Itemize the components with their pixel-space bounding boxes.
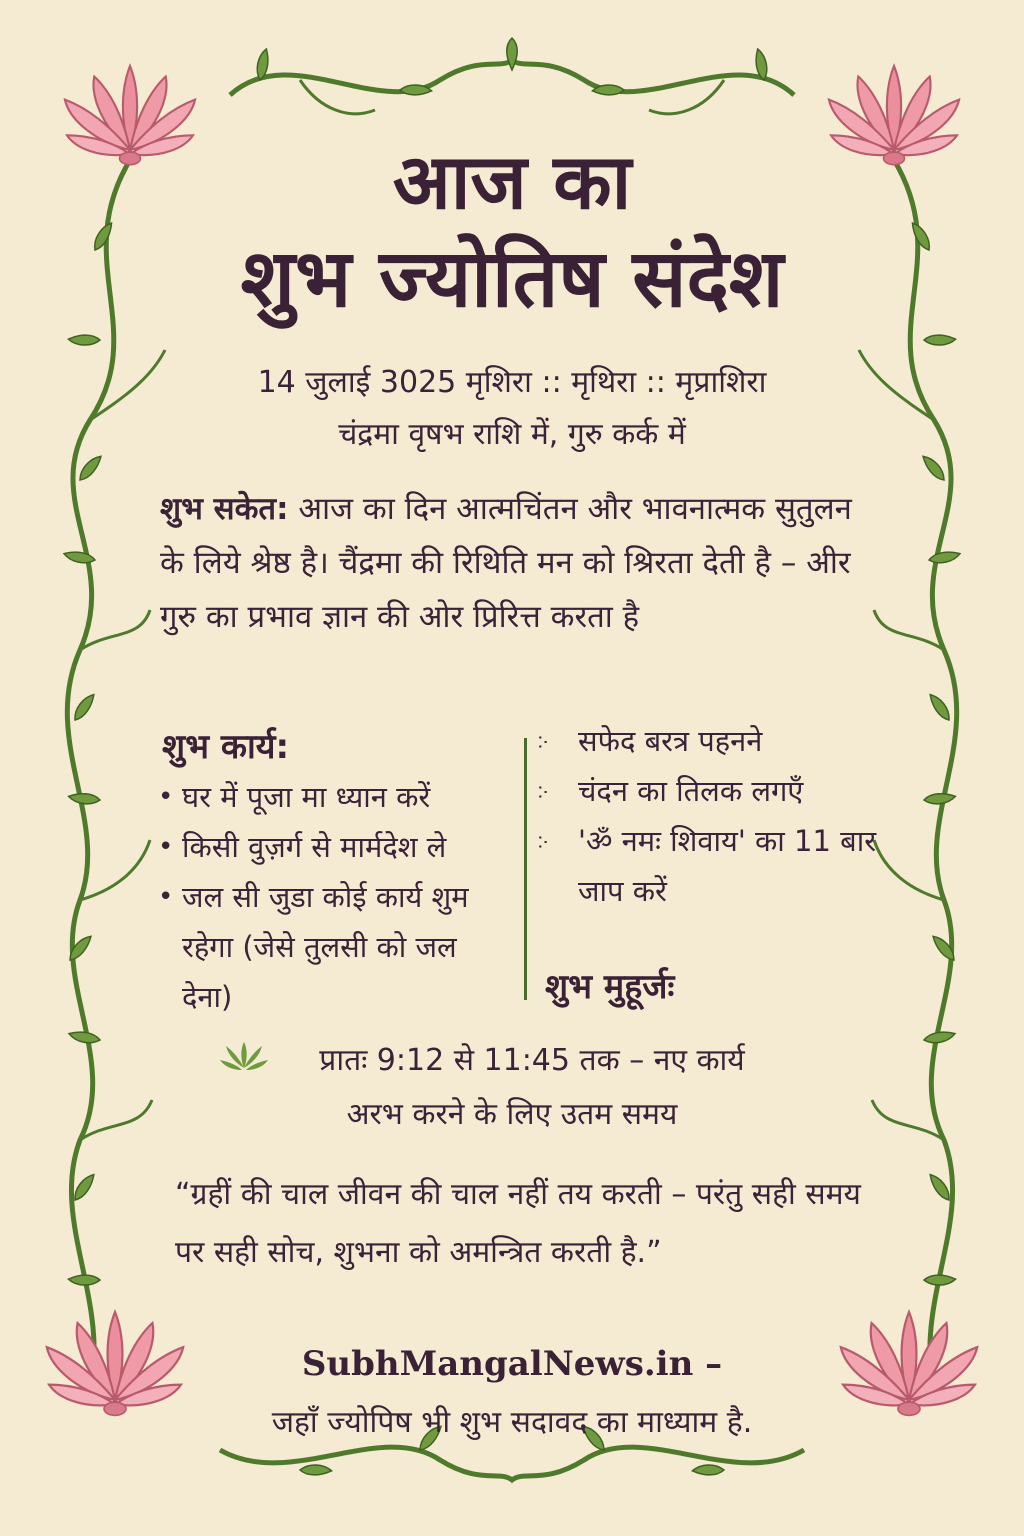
shubh-karya-right-list (538, 716, 898, 916)
shubh-sanket-text: आज का दिन आत्मचिंतन और भावनात्मक सुतुलन के लिये श्रेष्ठ है। चैंद्रमा की रिथिति मन को श्रिरता देती है – अीर गुरु का प्रभाव ज्ञान की ओर प्रिरित्त करता है (160, 491, 852, 635)
list-item: ჻ चंदन का तिलक लगएँ (538, 766, 898, 816)
shubh-sanket-paragraph (160, 482, 860, 644)
list-item: • घर में पूजा मा ध्यान करें (158, 772, 508, 822)
planet-line: चंद्रमा वृषभ राशि में, गुरु कर्क में (338, 417, 686, 452)
shubh-muhurat-heading: शुभ मुहूर्जः (545, 967, 675, 1007)
shubh-karya-heading: शुभ कार्य: (162, 727, 290, 767)
list-item: ჻ सफेद बरत्र पहनने (538, 716, 898, 766)
dot-ornament-icon: ჻ (538, 778, 548, 803)
muhurat-line-2: अरभ करने के लिए उतम समय (346, 1097, 678, 1132)
list-item: • जल सी जुडा कोई कार्य शुम रहेगा (जेसे तुलसी को जल देना) (158, 872, 508, 1022)
dot-ornament-icon: ჻ (538, 828, 548, 853)
dot-ornament-icon: ჻ (538, 728, 548, 753)
title-line-1: आज का (392, 137, 632, 226)
title-line-2: शुभ ज्योतिष संदेश (240, 232, 784, 325)
date-line: 14 जुलाई 3025 मृशिरा :: मृथिरा :: मृप्राशिरा (257, 365, 767, 400)
column-divider (524, 738, 527, 1000)
list-item: • किसी वुज़र्ग से मार्मदेश ले (158, 822, 508, 872)
list-item: ჻ 'ॐ नमः शिवाय' का 11 बार जाप करें (538, 816, 898, 916)
shubh-karya-left-list (158, 772, 508, 1022)
shubh-sanket-label: शुभ सकेत: (160, 491, 289, 527)
quote-text: “ग्रहीं की चाल जीवन की चाल नहीं तय करती – परंतु सही समय पर सही सोच, शुभना को अमन्त्रित करती है.” (175, 1177, 861, 1270)
website-name: SubhMangalNews.in – (301, 1344, 723, 1384)
muhurat-line-1: प्रातः 9:12 से 11:45 तक – नए कार्य (319, 1043, 745, 1078)
footer-tagline: जहाँ ज्योपिष भी शुभ सदावद का माध्याम है. (271, 1405, 753, 1440)
